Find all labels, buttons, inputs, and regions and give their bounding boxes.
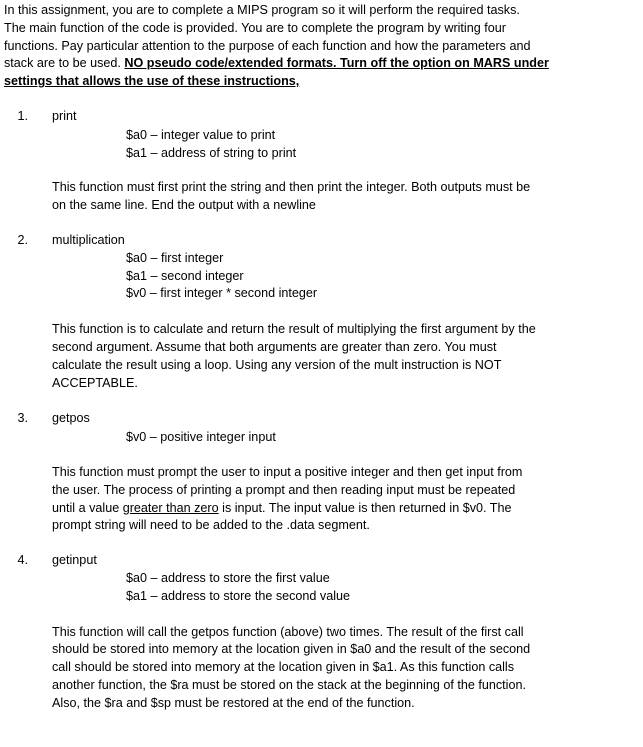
description-line: another function, the $ra must be stored on the stack at the beginning of the function.: [52, 677, 526, 692]
function-heading: [4, 552, 638, 570]
description-line: on the same line. End the output with a newline: [52, 198, 316, 213]
intro-line-4: [4, 55, 638, 73]
description-line: should be stored into memory at the location given in $a0 and the result of the second: [52, 642, 531, 657]
param-line: $a0 – integer value to print: [126, 127, 276, 142]
function-description: [52, 624, 638, 713]
function-name: multiplication: [52, 232, 125, 247]
description-line: second argument. Assume that both arguments are greater than zero. You must: [52, 339, 497, 354]
function-heading: [4, 108, 638, 126]
description-line: This function must prompt the user to input a positive integer and then get input from: [52, 464, 523, 479]
description-line: This function will call the getpos function (above) two times. The result of the first call: [52, 624, 524, 639]
function-name: getinput: [52, 553, 97, 568]
intro-line-3: functions. Pay particular attention to the purpose of each function and how the parameters and: [4, 38, 531, 53]
function-description: [52, 464, 638, 535]
function-heading: [4, 410, 638, 428]
description-line: calculate the result using a loop. Using any version of the mult instruction is NOT: [52, 357, 502, 372]
description-line: ACCEPTABLE.: [52, 375, 138, 390]
description-line: This function is to calculate and return the result of multiplying the first argument by the: [52, 322, 536, 337]
underlined-text: greater than zero: [122, 500, 219, 515]
function-params: [126, 127, 638, 163]
function-heading: [4, 232, 638, 250]
assignment-document: [4, 2, 638, 713]
param-line: $v0 – positive integer input: [126, 430, 276, 445]
function-item-multiplication: [4, 232, 638, 392]
function-params: [126, 250, 638, 303]
intro-line-4-text: stack are to be used.: [4, 56, 125, 71]
function-item-getinput: [4, 552, 638, 712]
function-item-getpos: [4, 410, 638, 535]
function-name: print: [52, 108, 77, 123]
function-number: 2.: [17, 232, 28, 247]
description-line: prompt string will need to be added to the .data segment.: [52, 518, 370, 533]
function-number: 3.: [17, 411, 28, 426]
param-line: $a1 – address to store the second value: [126, 588, 351, 603]
intro-warning-text-cont: settings that allows the use of these instructions,: [4, 74, 300, 89]
intro-line-2: The main function of the code is provided. You are to complete the program by writing four: [4, 20, 506, 35]
description-text: until a value: [52, 500, 123, 515]
intro-warning-text: NO pseudo code/extended formats. Turn off the option on MARS under: [124, 56, 549, 71]
description-line: the user. The process of printing a prompt and then reading input must be repeated: [52, 482, 516, 497]
param-line: $a0 – address to store the first value: [126, 570, 330, 585]
param-line: $v0 – first integer * second integer: [126, 286, 318, 301]
function-params: [126, 429, 638, 447]
description-line: call should be stored into memory at the location given in $a1. As this function calls: [52, 660, 515, 675]
param-line: $a0 – first integer: [126, 250, 224, 265]
description-line: This function must first print the string and then print the integer. Both outputs must be: [52, 180, 531, 195]
function-description: [52, 179, 638, 215]
description-text: is input. The input value is then returned in $v0. The: [218, 500, 512, 515]
function-description: [52, 321, 638, 392]
description-line: Also, the $ra and $sp must be restored at the end of the function.: [52, 695, 415, 710]
intro-paragraph: [4, 2, 638, 91]
function-item-print: [4, 108, 638, 215]
function-number: 1.: [17, 108, 28, 123]
description-line: [52, 500, 638, 518]
intro-line-1: In this assignment, you are to complete a MIPS program so it will perform the required tasks.: [4, 3, 520, 17]
function-params: [126, 570, 638, 606]
intro-line-5: [4, 73, 638, 91]
function-number: 4.: [17, 553, 28, 568]
param-line: $a1 – address of string to print: [126, 145, 297, 160]
param-line: $a1 – second integer: [126, 268, 244, 283]
function-name: getpos: [52, 411, 90, 426]
